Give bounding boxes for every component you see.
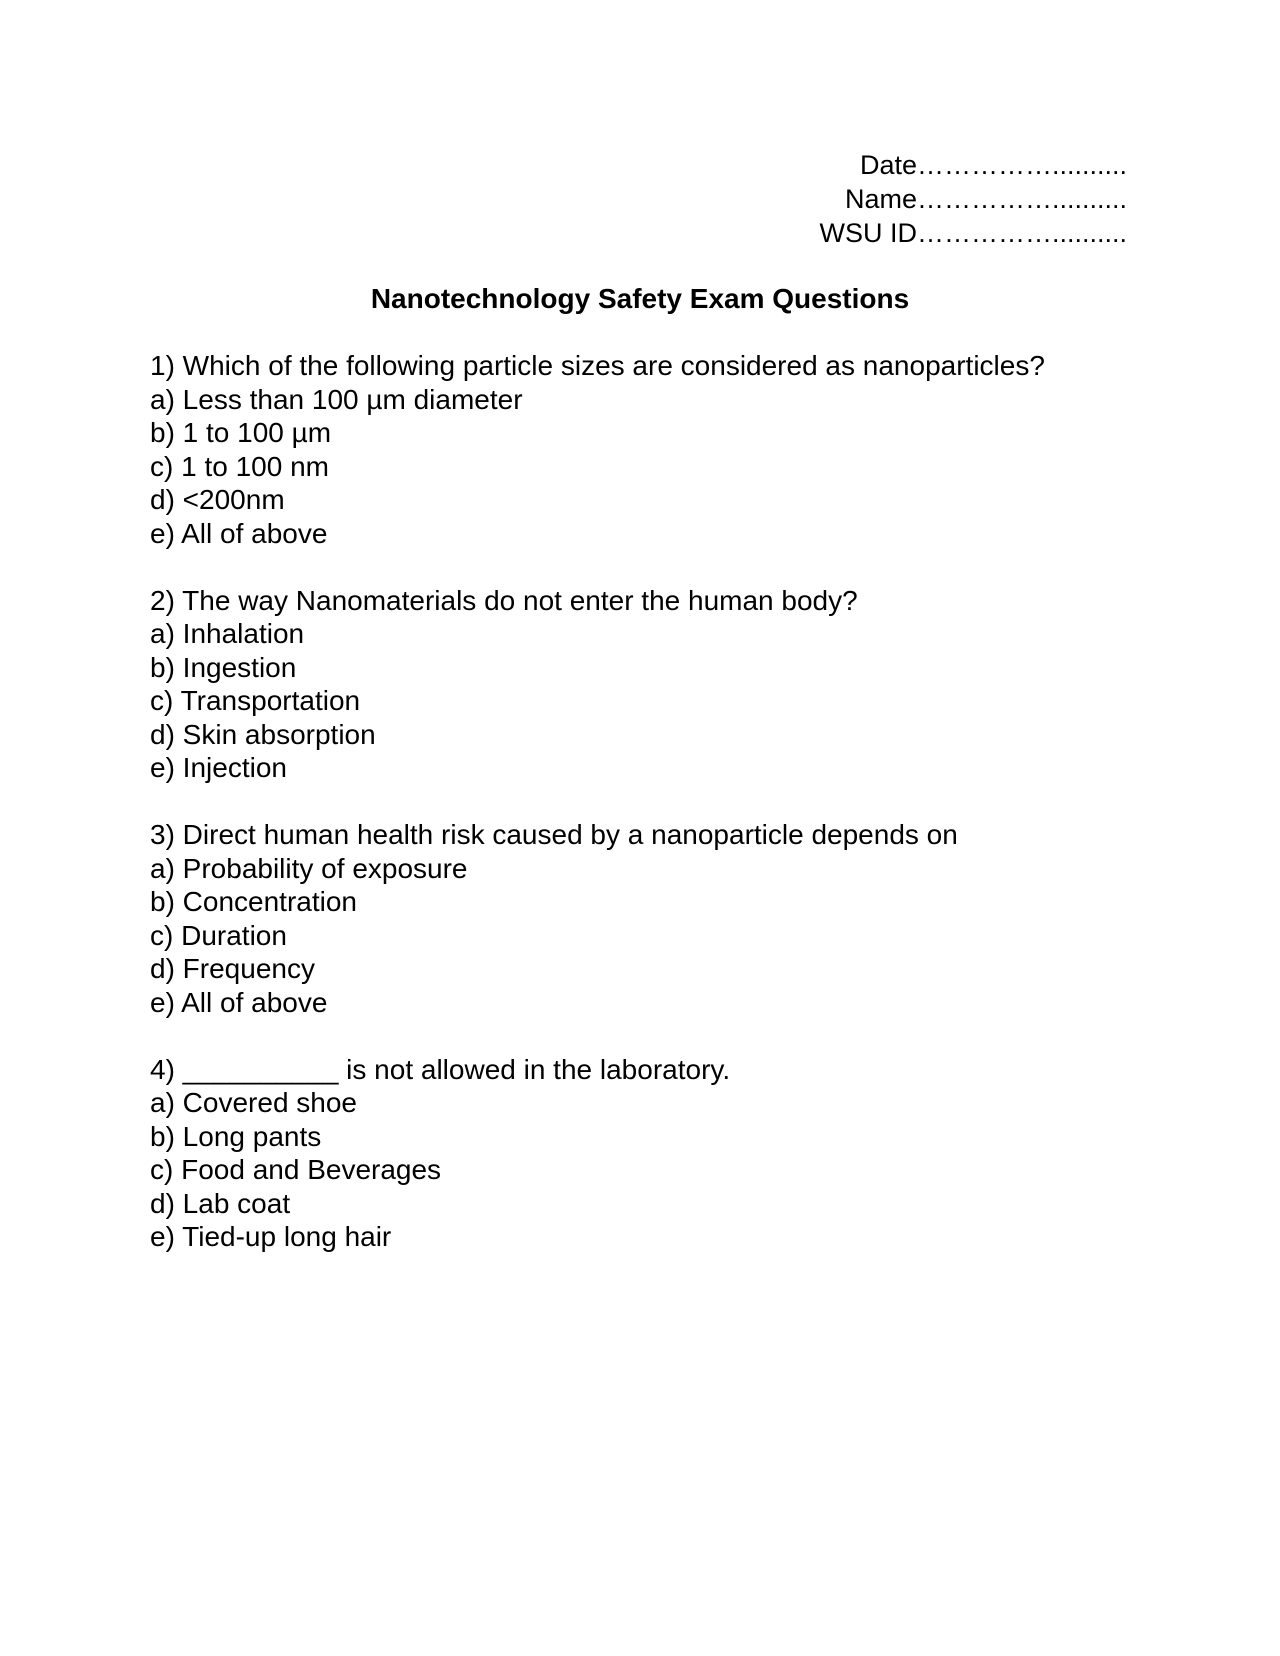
answer-option: d) Lab coat	[150, 1187, 291, 1219]
question-3	[150, 818, 1150, 1019]
name-field: Name……………..........	[844, 184, 1127, 214]
question-4	[150, 1053, 1150, 1254]
answer-option: d) <200nm	[150, 484, 285, 515]
answer-option: d) Frequency	[150, 953, 315, 984]
question-text: 4) __________ is not allowed in the laboratory.	[150, 1053, 731, 1085]
question-text: 2) The way Nanomaterials do not enter the human body?	[150, 584, 858, 616]
answer-option: a) Probability of exposure	[150, 852, 468, 884]
answer-option: d) Skin absorption	[150, 718, 376, 750]
question-2	[150, 584, 1150, 785]
answer-option: a) Covered shoe	[150, 1087, 358, 1118]
answer-option: e) All of above	[150, 517, 328, 549]
answer-option: b) Concentration	[150, 886, 358, 917]
answer-option: b) Long pants	[150, 1120, 322, 1152]
answer-option: c) Food and Beverages	[150, 1154, 442, 1185]
question-text: 1) Which of the following particle sizes are considered as nanoparticles?	[150, 350, 1045, 381]
answer-option: c) Transportation	[150, 685, 361, 716]
answer-option: a) Less than 100 µm diameter	[150, 383, 523, 415]
question-text: 3) Direct human health risk caused by a nanoparticle depends on	[150, 819, 958, 850]
question-1	[150, 349, 1150, 550]
question-list	[150, 349, 1150, 1287]
answer-option: b) Ingestion	[150, 651, 297, 683]
wsu-id-field: WSU ID……………..........	[819, 218, 1127, 248]
answer-option: c) Duration	[150, 919, 287, 951]
answer-option: b) 1 to 100 µm	[150, 417, 332, 448]
student-info-fields	[819, 148, 1127, 250]
answer-option: e) All of above	[150, 986, 328, 1018]
page-title: Nanotechnology Safety Exam Questions	[370, 283, 910, 314]
answer-option: a) Inhalation	[150, 618, 305, 649]
date-field: Date……………..........	[859, 150, 1127, 180]
answer-option: e) Injection	[150, 752, 287, 783]
answer-option: e) Tied-up long hair	[150, 1221, 392, 1252]
answer-option: c) 1 to 100 nm	[150, 450, 329, 482]
